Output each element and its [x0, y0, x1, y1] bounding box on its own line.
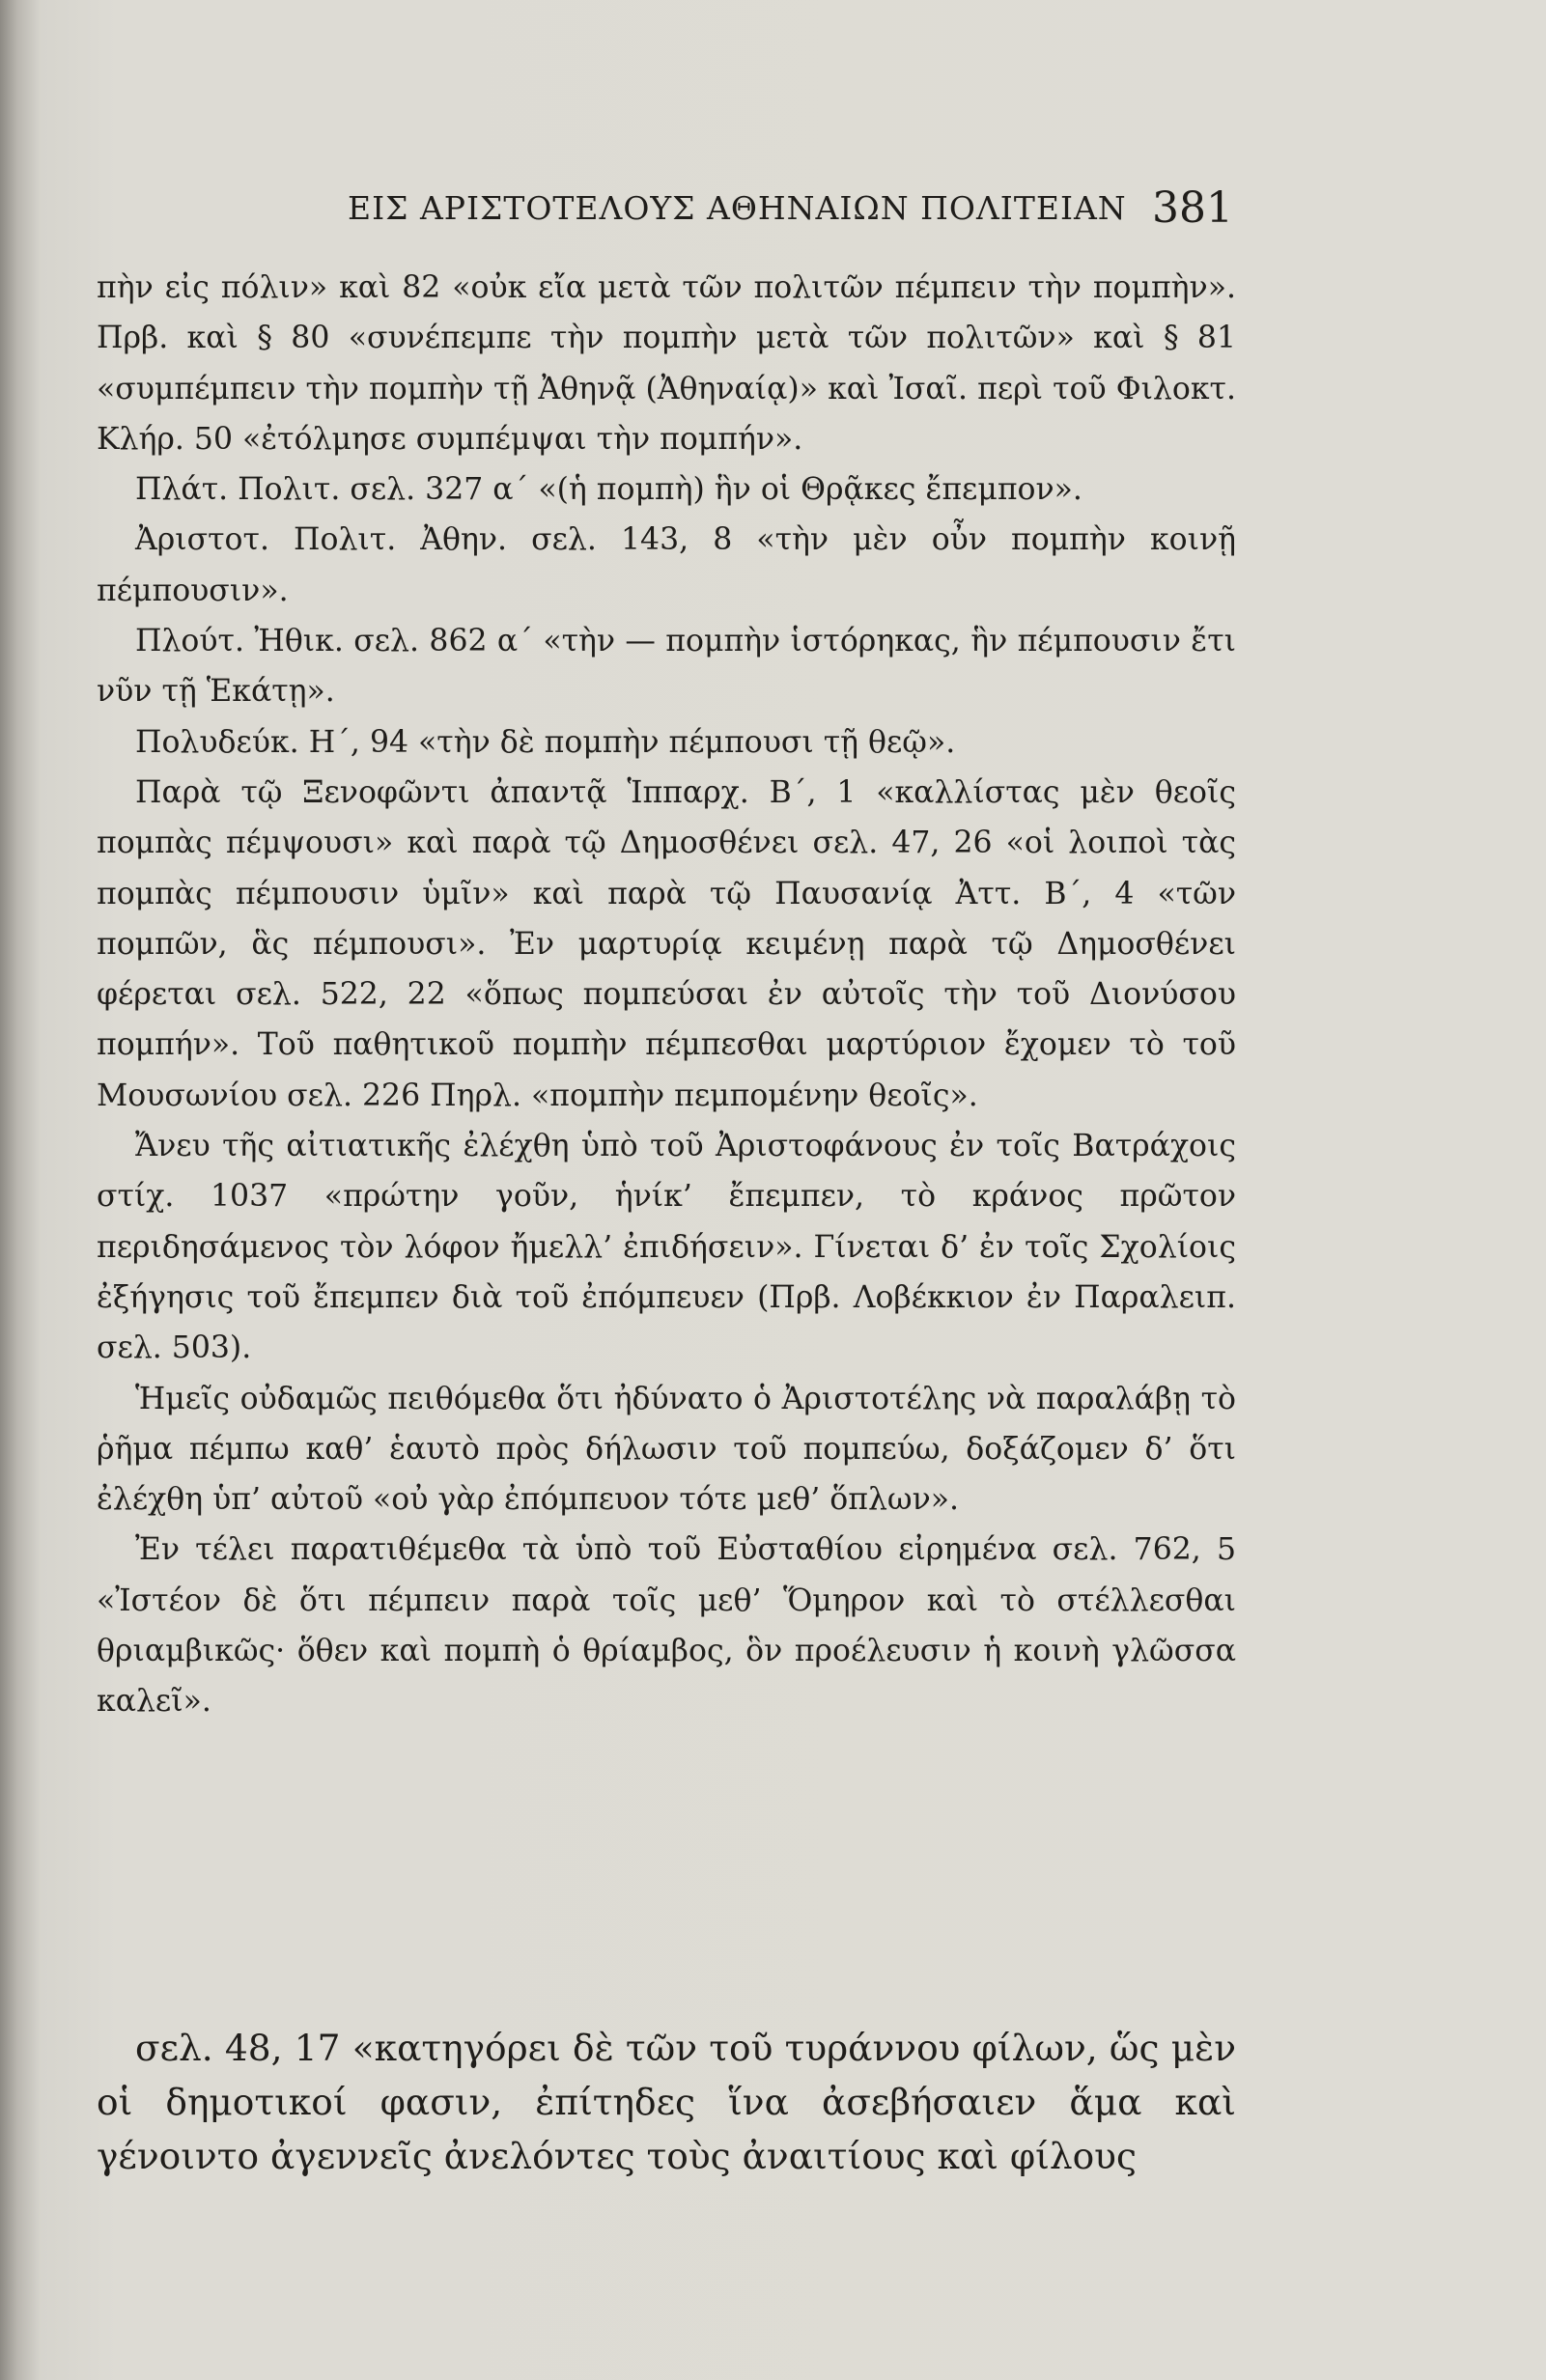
notes-block — [97, 263, 1236, 1727]
note-paragraph: Πλάτ. Πολιτ. σελ. 327 α΄ «(ἡ πομπὴ) ἣν οἱ Θρᾷκες ἔπεμπον». — [135, 472, 1082, 508]
note-paragraph: Ἐν τέλει παρατιθέμεθα τὰ ὑπὸ τοῦ Εὐσταθίου εἰρημένα σελ. 762, 5 «Ἰστέον δὲ ὅτι πέμπειν παρὰ τοῖς μεθ’ Ὅμηρον καὶ τὸ στέλλεσθαι θριαμβικῶς· ὅθεν καὶ πομπὴ ὁ θρίαμβος, ὃν προέλευσιν ἡ κοινὴ γλῶσσα καλεῖ». — [97, 1532, 1236, 1720]
note-paragraph: Πλούτ. Ἠθικ. σελ. 862 α΄ «τὴν — πομπὴν ἱστόρηκας, ἣν πέμπουσιν ἔτι νῦν τῇ Ἑκάτῃ». — [97, 624, 1236, 710]
note-paragraph: Παρὰ τῷ Ξενοφῶντι ἀπαντᾷ Ἱππαρχ. Β΄, 1 «καλλίστας μὲν θεοῖς πομπὰς πέμψουσι» καὶ παρὰ τῷ Δημοσθένει σελ. 47, 26 «οἱ λοιποὶ τὰς πομπὰς πέμπουσιν ὑμῖν» καὶ παρὰ τῷ Παυσανίᾳ Ἀττ. Β΄, 4 «τῶν πομπῶν, ἃς πέμπουσι». Ἐν μαρτυρίᾳ κειμένῃ παρὰ τῷ Δημοσθένει φέρεται σελ. 522, 22 «ὅπως πομπεύσαι ἐν αὐτοῖς τὴν τοῦ Διονύσου πομπήν». Τοῦ παθητικοῦ πομπὴν πέμπεσθαι μαρτύριον ἔχομεν τὸ τοῦ Μουσωνίου σελ. 226 Πηρλ. «πομπὴν πεμπομένην θεοῖς». — [97, 774, 1236, 1113]
page-number: 381 — [1152, 183, 1233, 233]
page-header — [0, 183, 1546, 247]
note-paragraph: Ἡμεῖς οὐδαμῶς πειθόμεθα ὅτι ἠδύνατο ὁ Ἀριστοτέλης νὰ παραλάβῃ τὸ ῥῆμα πέμπω καθ’ ἑαυτὸ πρὸς δήλωσιν τοῦ πομπεύω, δοξάζομεν δ’ ὅτι ἐλέχθη ὑπ’ αὐτοῦ «οὐ γὰρ ἐπόμπευον τότε μεθ’ ὅπλων». — [97, 1381, 1236, 1518]
note-paragraph: πὴν εἰς πόλιν» καὶ 82 «οὐκ εἴα μετὰ τῶν πολιτῶν πέμπειν τὴν πομπὴν». Πρβ. καὶ § 80 «συνέπεμπε τὴν πομπὴν μετὰ τῶν πολιτῶν» καὶ § 81 «συμπέμπειν τὴν πομπὴν τῇ Ἀθηνᾷ (Ἀθηναίᾳ)» καὶ Ἰσαῖ. περὶ τοῦ Φιλοκτ. Κλήρ. 50 «ἐτόλμησε συμπέμψαι τὴν πομπήν». — [97, 270, 1236, 457]
main-text-paragraph: σελ. 48, 17 «κατηγόρει δὲ τῶν τοῦ τυράννου φίλων, ὥς μὲν οἱ δημοτικοί φασιν, ἐπίτηδες ἵνα ἀσεβήσαιεν ἅμα καὶ γένοιντο ἀγεννεῖς ἀνελόντες τοὺς ἀναιτίους καὶ φίλους — [97, 2027, 1236, 2177]
note-paragraph: Ἄνευ τῆς αἰτιατικῆς ἐλέχθη ὑπὸ τοῦ Ἀριστοφάνους ἐν τοῖς Βατράχοις στίχ. 1037 «πρώτην γοῦν, ἡνίκ’ ἔπεμπεν, τὸ κράνος πρῶτον περιδησάμενος τὸν λόφον ἤμελλ’ ἐπιδήσειν». Γίνεται δ’ ἐν τοῖς Σχολίοις ἐξήγησις τοῦ ἔπεμπεν διὰ τοῦ ἐπόμπευεν (Πρβ. Λοβέκκιον ἐν Παραλειπ. σελ. 503). — [97, 1129, 1236, 1366]
note-paragraph: Ἀριστοτ. Πολιτ. Ἀθην. σελ. 143, 8 «τὴν μὲν οὖν πομπὴν κοινῇ πέμπουσιν». — [97, 522, 1236, 608]
running-title: ΕΙΣ ΑΡΙΣΤΟΤΕΛΟΥΣ ΑΘΗΝΑΙΩΝ ΠΟΛΙΤΕΙΑΝ — [348, 189, 1127, 227]
note-paragraph: Πολυδεύκ. Η΄, 94 «τὴν δὲ πομπὴν πέμπουσι τῇ θεῷ». — [135, 724, 956, 760]
